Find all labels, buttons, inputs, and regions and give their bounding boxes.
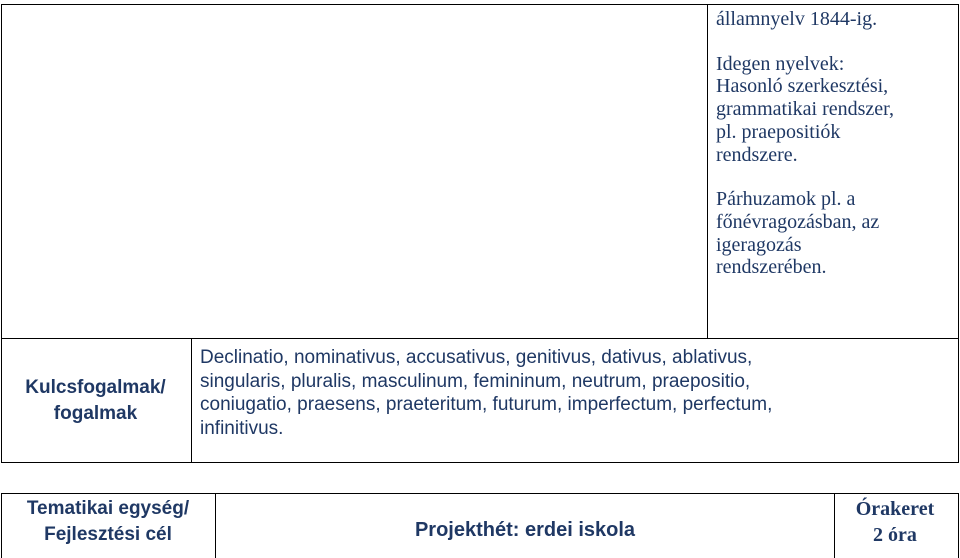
top-table-border-bottom bbox=[1, 462, 959, 463]
key-concepts-label: Kulcsfogalmak/ fogalmak bbox=[25, 377, 166, 424]
top-table-border-right bbox=[958, 4, 959, 463]
learning-content-cell bbox=[716, 8, 952, 279]
parallels-block: Párhuzamok pl. a főnévragozásban, az igeragozás rendszerében. bbox=[716, 188, 880, 279]
thematic-unit-label: Tematikai egység/ Fejlesztési cél bbox=[26, 498, 190, 545]
language-history-text: államnyelv 1844-ig. bbox=[716, 8, 878, 30]
top-table-row-divider bbox=[1, 338, 959, 339]
top-table-col-divider-upper bbox=[707, 4, 708, 338]
bottom-table-border-top bbox=[1, 493, 959, 494]
foreign-languages-block: Idegen nyelvek: Hasonló szerkesztési, grammatikai rendszer, pl. praepositiók rendszere. bbox=[716, 52, 895, 166]
bottom-table-border-right bbox=[958, 493, 959, 558]
top-table-col-divider-lower bbox=[191, 338, 192, 462]
key-concepts-terms: Declinatio, nominativus, accusativus, genitivus, dativus, ablativus, singularis, pluralis, masculinum, femininum, neutrum, praepositio, coniugatio, praesens, praeteritum, futurum, imperfectum, perfectum, infinitivus. bbox=[200, 347, 773, 439]
bottom-table-col-divider-2 bbox=[834, 493, 835, 558]
top-table-border-top bbox=[1, 4, 959, 5]
project-week-title: Projekthét: erdei iskola bbox=[414, 519, 636, 541]
hours-label: Órakeret 2 óra bbox=[855, 498, 935, 546]
